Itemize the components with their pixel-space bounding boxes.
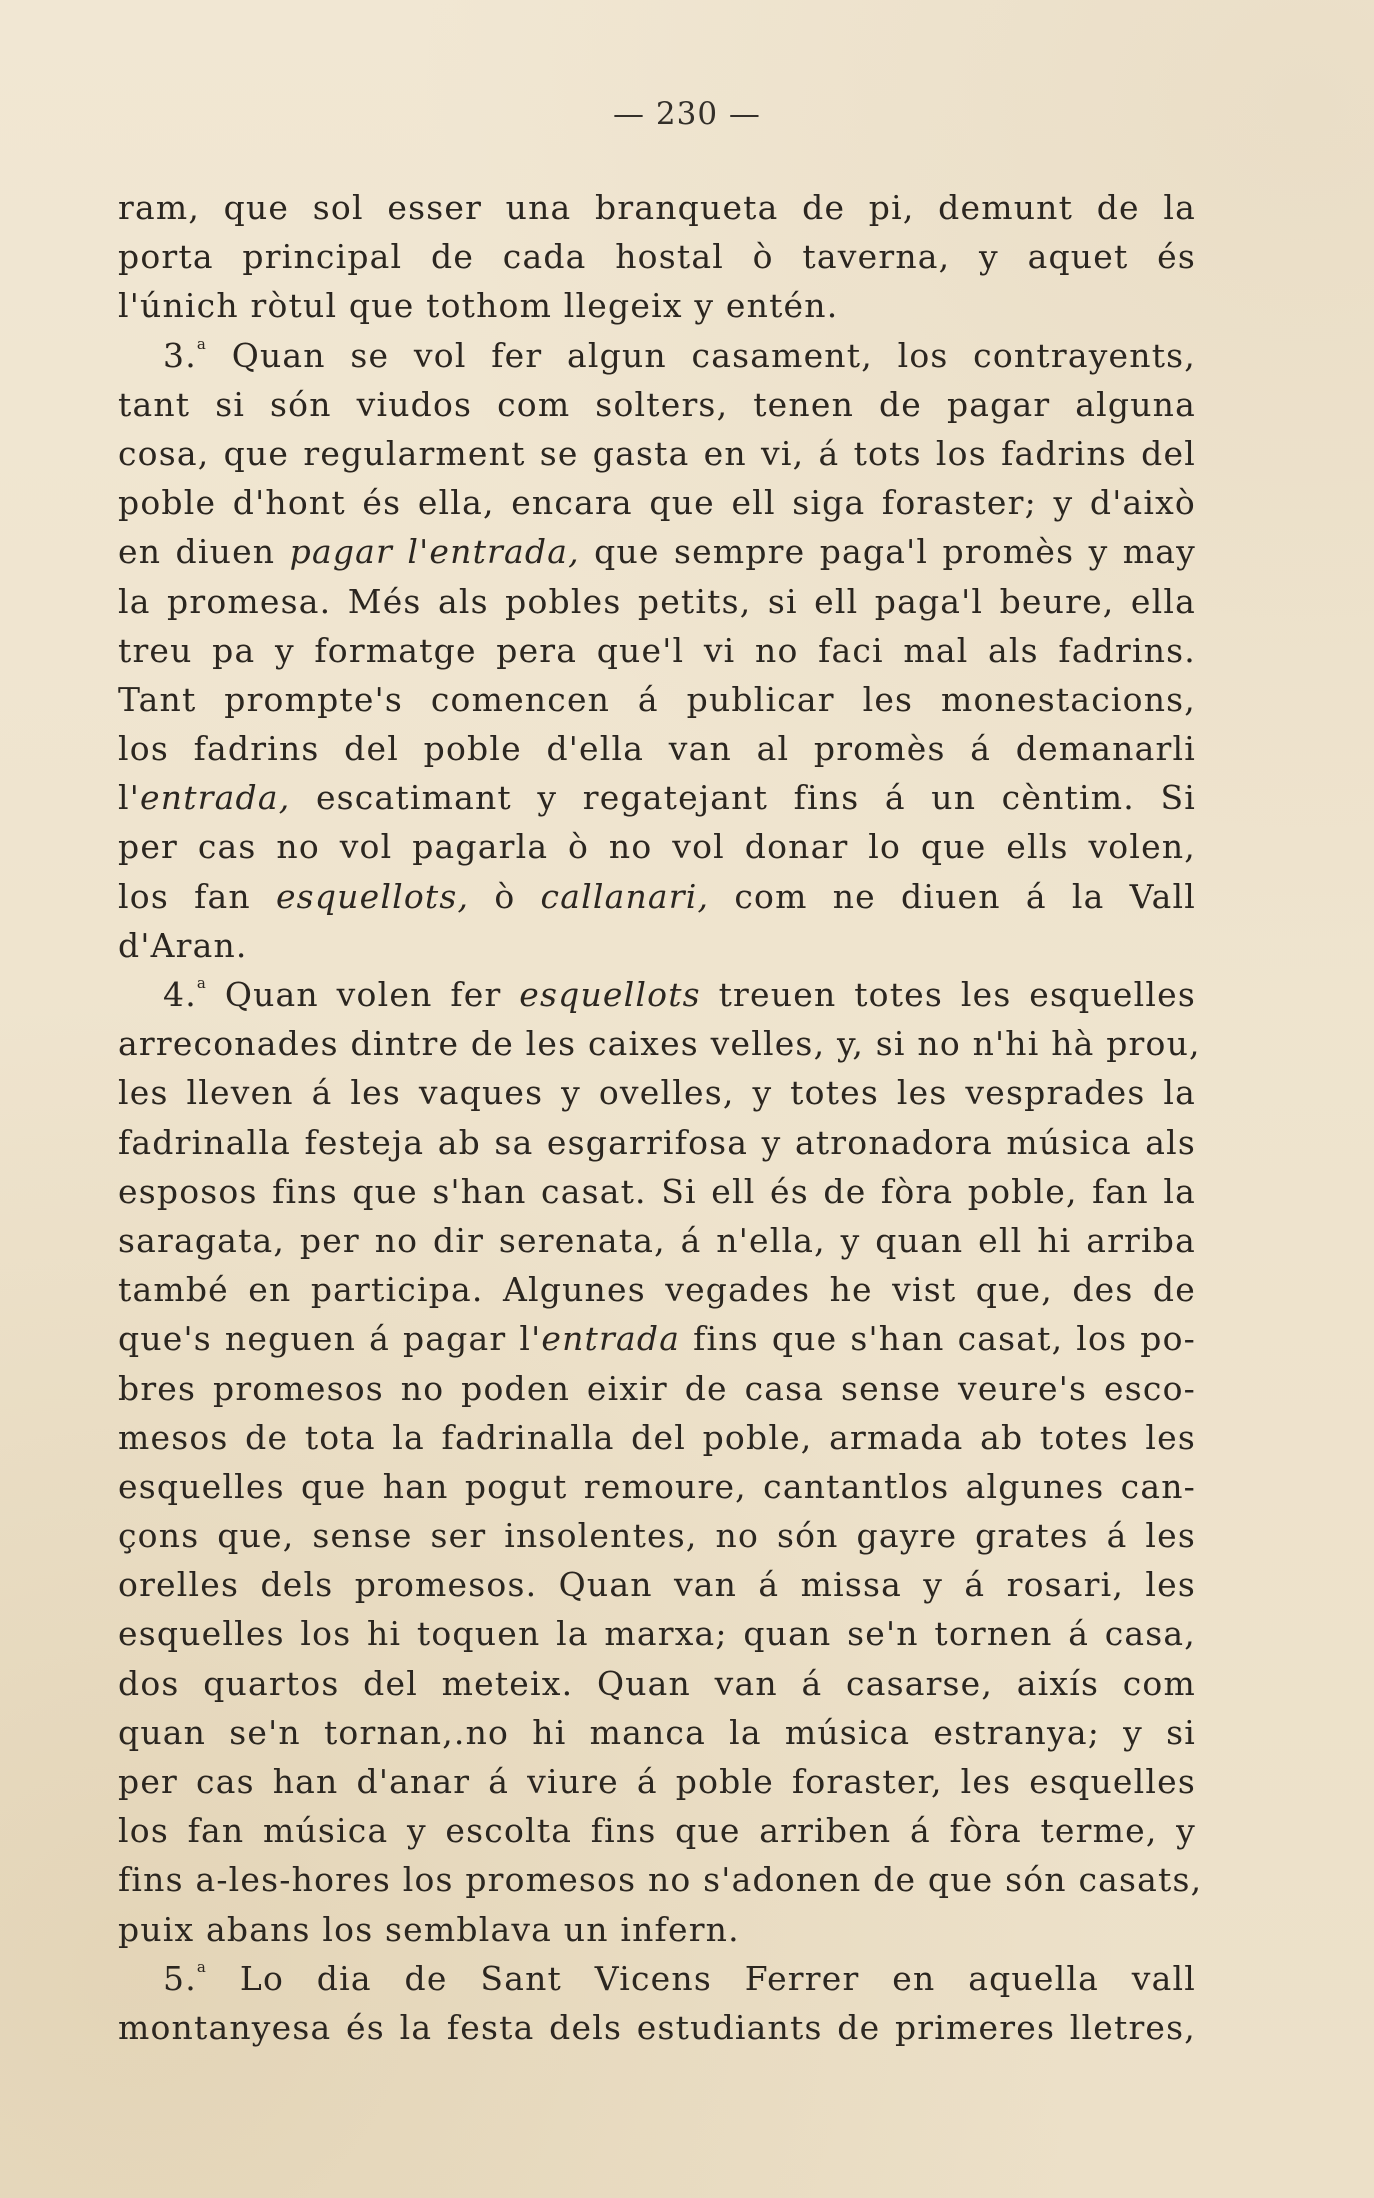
text-line [118,872,1196,921]
text-line: ram, que sol esser una branqueta de pi, demunt de la [118,188,1196,227]
text-fragment: los fan [118,876,276,916]
text-line: per cas no vol pagarla ò no vol donar lo que ells volen, [118,827,1196,867]
italic-term: esquellots [519,975,701,1014]
paragraph-3-first-line [118,331,1196,380]
text-line: arreconades dintre de les caixes velles, y, si no n'hi hà prou, [118,1024,1201,1064]
paragraph-number: 5. [163,1958,197,1998]
text-line: també en participa. Algunes vegades he vist que, des de [118,1270,1196,1310]
text-line: montanyesa és la festa dels estudiants de primeres lletres, [118,2007,1196,2047]
paragraph-5-first-line [118,1954,1196,2003]
text-line: poble d'hont és ella, encara que ell siga foraster; y d'això [118,483,1196,523]
text-fragment: Quan se vol fer algun casament, los contrayents, [207,335,1196,375]
text-line: fins a-les-hores los promesos no s'adonen de que són casats, [118,1860,1203,1900]
body-text [118,183,1203,2052]
text-fragment: en diuen [118,532,290,572]
text-line [118,1314,1196,1363]
text-line: saragata, per no dir serenata, á n'ella, y quan ell hi arriba [118,1220,1196,1260]
text-fragment: Lo dia de Sant Vicens Ferrer en aquella vall [207,1958,1196,1998]
italic-term: entrada, [140,778,291,818]
italic-term: pagar l'entrada, [289,532,580,572]
paragraph-number: 3. [163,335,197,375]
text-line: mesos de tota la fadrinalla del poble, armada ab totes les [118,1417,1196,1457]
text-line: esquelles que han pogut remoure, cantantlos algunes can- [118,1466,1196,1506]
text-line: tant si són viudos com solters, tenen de pagar alguna [118,384,1196,424]
text-line: los fadrins del poble d'ella van al promès á demanarli [118,729,1196,769]
italic-term: entrada [541,1319,681,1359]
text-line: orelles dels promesos. Quan van á missa y á rosari, les [118,1565,1196,1605]
italic-term: callanari, [540,876,710,916]
page-number: — 230 — [613,96,761,132]
text-line: fadrinalla festeja ab sa esgarrifosa y atronadora música als [118,1122,1196,1162]
text-line: treu pa y formatge pera que'l vi no faci mal als fadrins. [118,630,1196,670]
text-line: çons que, sense ser insolentes, no són gayre grates á les [118,1516,1196,1556]
text-fragment: que sempre paga'l promès y may [579,532,1196,572]
text-fragment: Quan volen fer [207,975,520,1014]
text-line [118,773,1196,822]
text-fragment: escatimant y regatejant fins á un cèntim. Si [290,778,1196,818]
text-line: d'Aran. [118,925,248,965]
text-line: porta principal de cada hostal ò taverna, y aquet és [118,237,1196,277]
italic-term: esquellots, [275,876,470,916]
text-line: los fan música y escolta fins que arriben á fòra terme, y [118,1811,1196,1851]
text-line: bres promesos no poden eixir de casa sense veure's esco- [118,1368,1196,1408]
text-line [118,527,1196,576]
text-fragment: l' [118,778,141,818]
text-line: Tant prompte's comencen á publicar les monestacions, [118,679,1196,719]
text-line: puix abans los semblava un infern. [118,1909,740,1949]
ordinal-indicator: a [196,974,208,992]
text-fragment: fins que s'han casat, los po- [680,1319,1196,1359]
text-line: la promesa. Més als pobles petits, si ell paga'l beure, ella [118,581,1196,621]
text-fragment: treuen totes les esquelles [700,975,1197,1014]
text-line: esquelles los hi toquen la marxa; quan se'n tornen á casa, [118,1614,1196,1654]
ordinal-indicator: a [196,1957,208,1976]
text-line: les lleven á les vaques y ovelles, y totes les vesprades la [118,1073,1196,1113]
text-fragment: ò [469,876,541,916]
text-fragment: que's neguen á pagar l' [118,1319,542,1359]
text-line: per cas han d'anar á viure á poble foraster, les esquelles [118,1762,1196,1801]
text-line: esposos fins que s'han casat. Si ell és de fòra poble, fan la [118,1171,1196,1211]
text-line: l'únich ròtul que tothom llegeix y entén. [118,286,839,326]
text-fragment: com ne diuen á la Vall [709,876,1196,916]
text-line: cosa, que regularment se gasta en vi, á tots los fadrins del [118,433,1196,473]
text-line: quan se'n tornan,.no hi manca la música estranya; y si [118,1712,1196,1752]
text-line: dos quartos del meteix. Quan van á casarse, aixís com [118,1663,1196,1703]
paragraph-4-first-line [118,970,1196,1019]
paragraph-number: 4. [163,975,197,1014]
ordinal-indicator: a [196,334,208,353]
